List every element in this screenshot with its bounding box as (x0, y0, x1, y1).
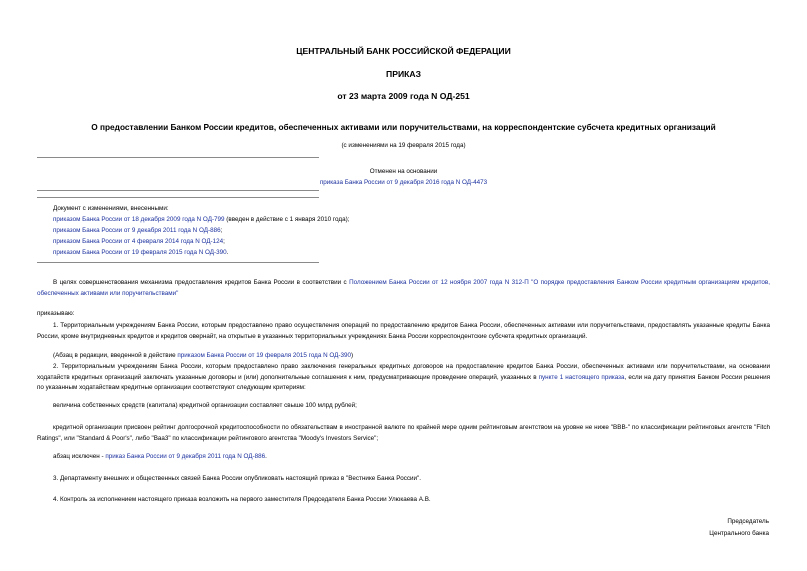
divider (37, 190, 319, 191)
cancellation-link[interactable]: приказа Банка России от 9 декабря 2016 года N ОД-4473 (319, 179, 488, 186)
amendment-item: приказом Банка России от 18 декабря 2009 года N ОД-799 (введен в действие с 1 января 2010 года); (53, 216, 350, 223)
divider (37, 197, 319, 198)
signature-block (709, 516, 769, 540)
cancellation-text: Отменен на основании (369, 168, 438, 175)
cancellation-block (270, 166, 537, 188)
amendment-link[interactable]: приказом Банка России от 18 декабря 2009 года N ОД-799 (53, 216, 225, 223)
paragraph-item-1-note: (Абзац в редакции, введенной в действие приказом Банка России от 19 февраля 2015 года N ОД-390) (53, 352, 354, 359)
amendments-intro: Документ с изменениями, внесенными: (53, 205, 169, 212)
amendment-link[interactable]: приказом Банка России от 19 февраля 2015 года N ОД-390 (53, 249, 227, 256)
divider (37, 157, 319, 158)
revision-note: (с изменениями на 19 февраля 2015 года) (341, 142, 466, 149)
amendment-reference-link[interactable]: приказом Банка России от 19 февраля 2015 года N ОД-390 (177, 352, 352, 359)
item-1-reference-link[interactable]: пункте 1 настоящего приказа (538, 373, 625, 381)
amendment-link[interactable]: приказом Банка России от 4 февраля 2014 года N ОД-124 (53, 238, 224, 245)
amendment-item: приказом Банка России от 9 декабря 2011 года N ОД-886; (53, 227, 223, 234)
amendment-item: приказом Банка России от 19 февраля 2015 года N ОД-390. (53, 249, 229, 256)
divider (37, 262, 319, 263)
regulation-link[interactable]: Положением Банка России от 12 ноября 2007 года N 312-П "О порядке предоставления Банком России кредитным организациям кредитов, обеспеченных активами или поручительствами" (37, 279, 771, 297)
criterion-rating: кредитной организации присвоен рейтинг долгосрочной кредитоспособности по обязательствам в иностранной валюте по крайней мере одним рейтинговым агентством на уровне не ниже "ВВВ-" по классификации рейтинговых агентств "Fitch Ratings", или "Standard & Poor's", либо "Ваа3" по классификации рейтингового агентства "Moody's Investors Service"; (37, 424, 770, 442)
criterion-capital: величина собственных средств (капитала) кредитной организации составляет свыше 100 млрд рублей; (53, 402, 357, 409)
amendment-item: приказом Банка России от 4 февраля 2014 года N ОД-124; (53, 238, 225, 245)
amendments-block (53, 203, 473, 258)
signature-title: Председатель (727, 518, 769, 525)
signature-org: Центрального банка (709, 530, 769, 537)
document-date-number: от 23 марта 2009 года N ОД-251 (337, 91, 470, 101)
order-word: приказываю: (37, 310, 75, 317)
excluding-order-link[interactable]: приказ Банка России от 9 декабря 2011 года N ОД-886 (105, 453, 266, 460)
excluded-paragraph: абзац исключен - приказ Банка России от 9 декабря 2011 года N ОД-886. (53, 453, 267, 460)
document-type: ПРИКАЗ (386, 69, 421, 79)
paragraph-item-4: 4. Контроль за исполнением настоящего приказа возложить на первого заместителя Председателя Банка России Улюкаева А.В. (53, 496, 431, 503)
paragraph-item-3: 3. Департаменту внешних и общественных связей Банка России опубликовать настоящий приказ в "Вестнике Банка России". (53, 475, 422, 482)
preamble: В целях совершенствования механизма предоставления кредитов Банка России в соответствии с Положением Банка России от 12 ноября 2007 года N 312-П "О порядке предоставления Банком России кредитным организациям кредитов, обеспеченных активами или поручительствами" (37, 279, 771, 297)
paragraph-item-1: 1. Территориальным учреждениям Банка России, которым предоставлено право осуществления операций по предоставлению кредитов Банка России, обеспеченных активами или поручительствами, предоставлять указанные кредиты Банка России, кроме внутридневных кредитов и кредитов овернайт, на открытые в указанных территориальных учреждениях Банка России корреспондентские субсчета кредитных организаций. (37, 322, 770, 340)
bank-name: ЦЕНТРАЛЬНЫЙ БАНК РОССИЙСКОЙ ФЕДЕРАЦИИ (296, 46, 511, 56)
document-title: О предоставлении Банком России кредитов, обеспеченных активами или поручительствами, на корреспондентские субсчета кредитных организаций (91, 122, 716, 132)
paragraph-item-2: 2. Территориальным учреждениям Банка России, которым предоставлено право заключения генеральных кредитных договоров на предоставление кредитов Банка России, обеспеченных активами или поручительствами, на основании ходатайств кредитных организаций заключать указанные договоры и (или) дополнительные соглашения к ним, предусматривающие проведение операций, указанных в пункте 1 настоящего приказа, если на дату принятия Банком России решения по указанным ходатайствам кредитные организации соответствуют следующим критериям: (37, 363, 770, 391)
amendment-link[interactable]: приказом Банка России от 9 декабря 2011 года N ОД-886 (53, 227, 221, 234)
